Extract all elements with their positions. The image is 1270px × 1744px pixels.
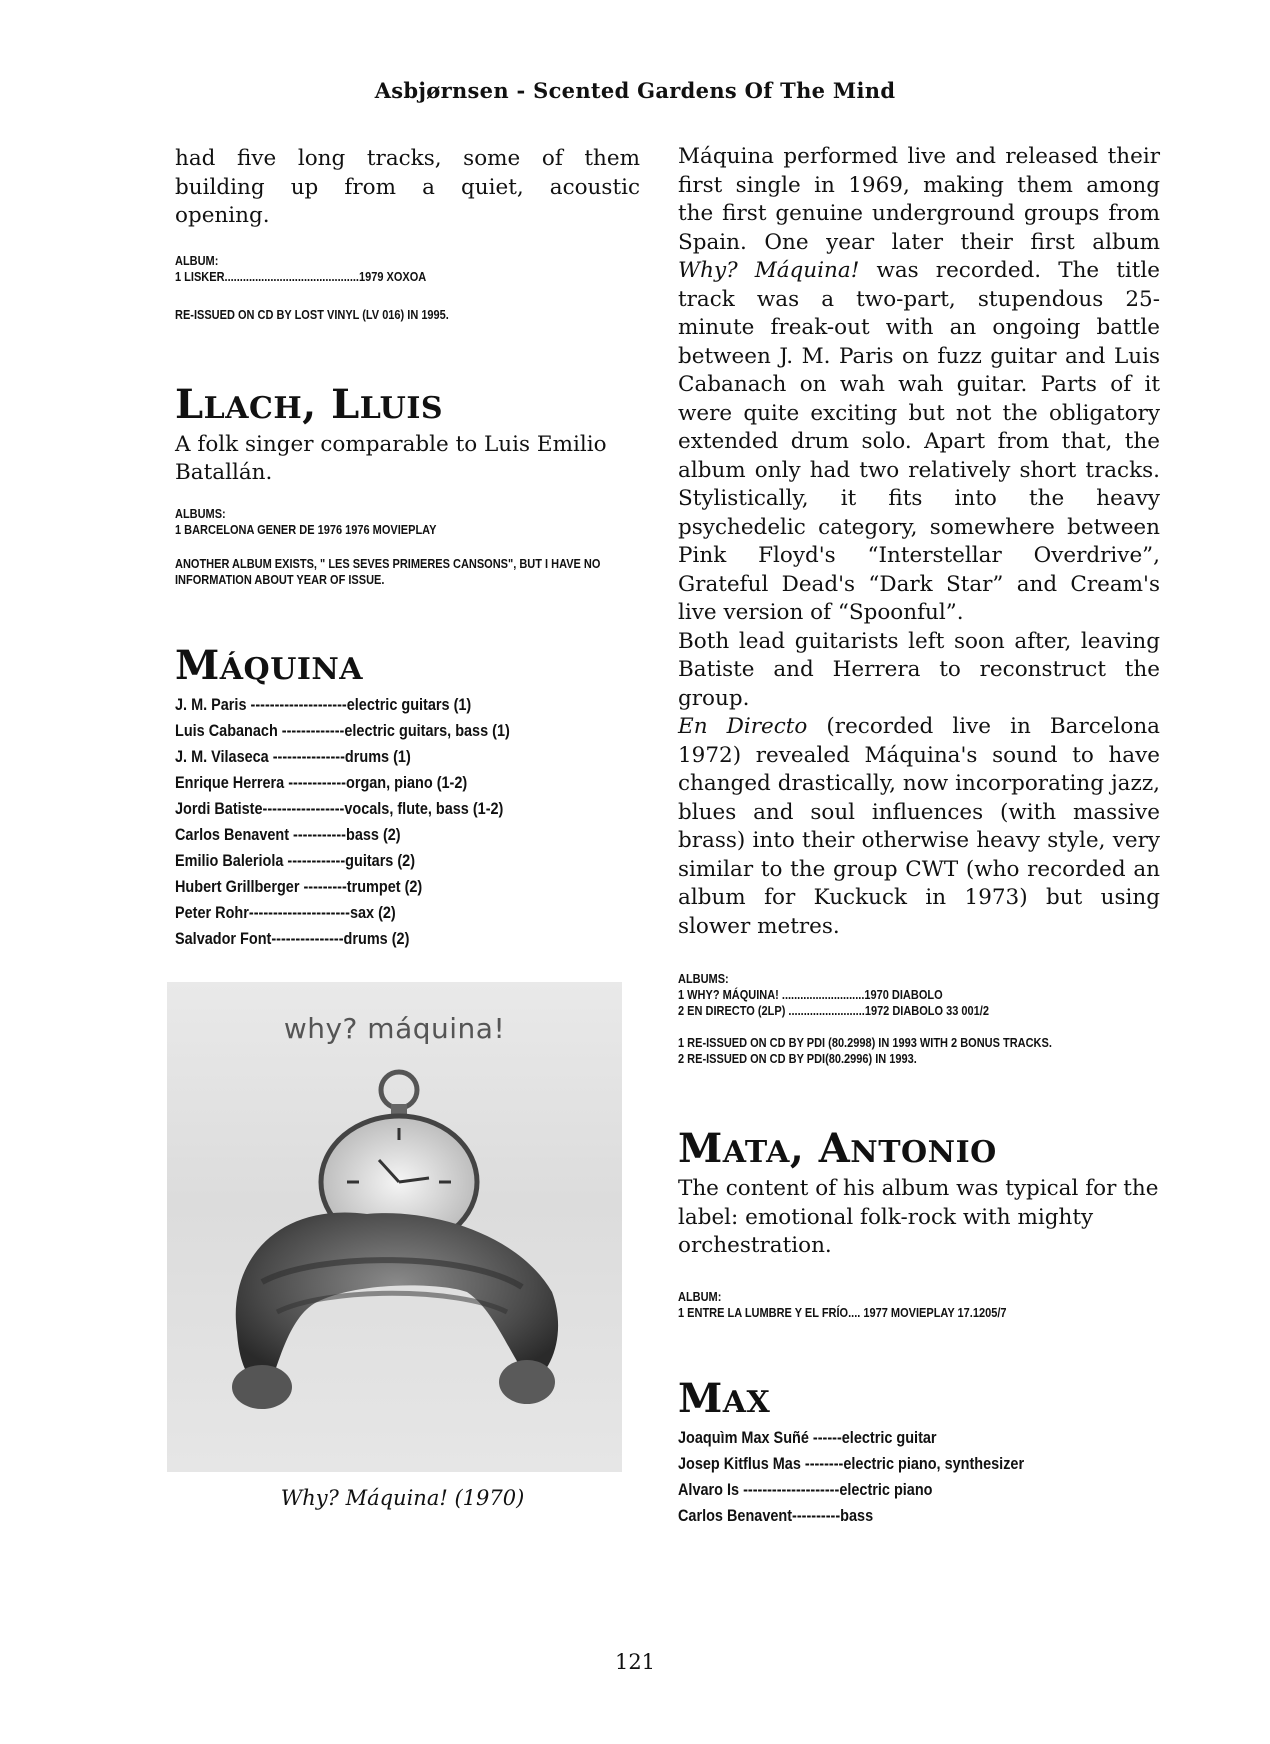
lineup-row: [175, 874, 641, 900]
maquina-paragraph-3: En Directo (recorded live in Barcelona 1972) revealed Máquina's sound to have changed drastically, now incorporating jazz, blues and soul influences (with massive brass) into their otherwise heavy style, very similar to the group CWT (who recorded an album for Kuckuck in 1973) but using slower metres.: [678, 714, 1161, 939]
album-cover-title: why? máquina!: [283, 1011, 506, 1045]
lineup-name: Alvaro Is: [678, 1479, 744, 1499]
lineup-name: Joaquìm Max Suñé: [678, 1427, 813, 1447]
mata-album-line: 1 ENTRE LA LUMBRE Y EL FRÍO.... 1977 MOVIEPLAY 17.1205/7: [678, 1305, 1007, 1320]
left-column: [175, 145, 640, 1510]
llach-description: A folk singer comparable to Luis Emilio Batallán.: [175, 431, 607, 485]
lineup-dashes: ------------: [288, 772, 346, 792]
photo-caption: Why? Máquina! (1970): [280, 1485, 525, 1510]
entry-heading-llach: LLACH, LLUIS: [175, 380, 444, 428]
lineup-row: [678, 1451, 1161, 1477]
lineup-row: [175, 718, 641, 744]
lineup-dashes: ---------------: [272, 746, 345, 766]
maquina-album-2: 2 EN DIRECTO (2LP) .........................1972 DIABOLO 33 001/2: [678, 1004, 989, 1018]
lineup-role: trumpet (2): [346, 876, 423, 896]
intro-album-line: 1 LISKER............................................1979 XOXOA: [175, 269, 427, 284]
lineup-dashes: ---------: [303, 876, 347, 896]
mata-description: The content of his album was typical for the label: emotional folk-rock with mighty orchestration.: [678, 1176, 1159, 1258]
intro-album-label: ALBUM:: [175, 253, 219, 268]
lineup-name: Carlos Benavent: [175, 824, 294, 844]
lineup-role: drums (1): [344, 746, 411, 766]
lineup-name: J. M. Paris: [175, 694, 251, 714]
lineup-role: guitars (2): [345, 850, 416, 870]
maquina-paragraph-1: Máquina performed live and released their first single in 1969, making them among the first genuine underground groups from Spain. One year later their first album Why? Máquina! was recorded. The title track was a two-part, stupendous 25-minute freak-out with an ongoing battle between J. M. Paris on fuzz guitar and Luis Cabanach on wah wah guitar. Parts of it were quite exciting but not the obligatory extended drum solo. Apart from that, the album only had two relatively short tracks. Stylistically, it fits into the heavy psychedelic category, somewhere between Pink Floyd's “Interstellar Overdrive”, Grateful Dead's “Dark Star” and Cream's live version of “Spoonful”.: [678, 144, 1160, 625]
lineup-dashes: ---------------------: [248, 902, 350, 922]
lineup-role: electric guitars, bass (1): [344, 720, 510, 740]
lineup-dashes: -----------------: [262, 798, 345, 818]
lineup-row: [175, 692, 641, 718]
mata-album-label: ALBUM:: [678, 1289, 722, 1304]
lineup-row: [175, 848, 641, 874]
maquina-album-1: 1 WHY? MÁQUINA! ...........................1970 DIABOLO: [678, 988, 943, 1002]
lineup-role: electric guitars (1): [346, 694, 472, 714]
lineup-name: Salvador Font: [175, 928, 272, 948]
lineup-dashes: -----------: [293, 824, 346, 844]
lineup-row: [175, 770, 641, 796]
lineup-role: electric piano, synthesizer: [843, 1453, 1025, 1473]
lineup-row: [678, 1503, 1161, 1529]
maquina-note-1: 1 RE-ISSUED ON CD BY PDI (80.2998) IN 1993 WITH 2 BONUS TRACKS.: [678, 1036, 1052, 1050]
lineup-name: Luis Cabanach: [175, 720, 282, 740]
lineup-role: bass (2): [345, 824, 401, 844]
lineup-name: Hubert Grillberger: [175, 876, 304, 896]
entry-heading-max: MAX: [678, 1374, 771, 1422]
lineup-row: [175, 900, 641, 926]
lineup-dashes: --------: [804, 1453, 844, 1473]
lineup-name: J. M. Vilaseca: [175, 746, 273, 766]
lineup-row: [175, 926, 641, 952]
lineup-dashes: ----------: [792, 1505, 841, 1525]
lineup-role: sax (2): [349, 902, 396, 922]
lineup-row: [175, 822, 641, 848]
lineup-dashes: --------------------: [250, 694, 347, 714]
entry-heading-maquina: MÁQUINA: [175, 641, 364, 689]
lineup-role: bass: [840, 1505, 874, 1525]
running-header: Asbjørnsen - Scented Gardens Of The Mind: [374, 78, 896, 103]
lineup-dashes: --------------------: [743, 1479, 840, 1499]
intro-paragraph: had five long tracks, some of them building up from a quiet, acoustic opening.: [175, 146, 640, 228]
lineup-row: [678, 1477, 1161, 1503]
lineup-role: vocals, flute, bass (1-2): [344, 798, 504, 818]
right-column: [678, 143, 1160, 1529]
llach-albums-label: ALBUMS:: [175, 506, 226, 521]
lineup-dashes: -------------: [281, 720, 345, 740]
lineup-dashes: ---------------: [271, 928, 344, 948]
max-lineup: [678, 1425, 1161, 1529]
maquina-paragraph-2: Both lead guitarists left soon after, leaving Batiste and Herrera to reconstruct the group.: [678, 628, 1160, 711]
lineup-role: organ, piano (1-2): [345, 772, 468, 792]
lineup-row: [678, 1425, 1161, 1451]
lineup-dashes: ------: [812, 1427, 842, 1447]
croissant-clock-illustration: [167, 982, 622, 1472]
lineup-role: drums (2): [343, 928, 410, 948]
maquina-lineup: [175, 692, 641, 952]
lineup-name: Jordi Batiste: [175, 798, 263, 818]
lineup-name: Emilio Baleriola: [175, 850, 288, 870]
lineup-name: Carlos Benavent: [678, 1505, 793, 1525]
maquina-albums-label: ALBUMS:: [678, 972, 729, 986]
lineup-name: Josep Kitflus Mas: [678, 1453, 805, 1473]
page-number: 121: [614, 1650, 656, 1674]
lineup-name: Peter Rohr: [175, 902, 249, 922]
maquina-note-2: 2 RE-ISSUED ON CD BY PDI(80.2996) IN 1993.: [678, 1052, 917, 1066]
lineup-role: electric guitar: [841, 1427, 937, 1447]
album-cover-photo: [167, 982, 622, 1472]
lineup-row: [175, 796, 641, 822]
llach-note: ANOTHER ALBUM EXISTS, " LES SEVES PRIMERES CANSONS", BUT I HAVE NO INFORMATION ABOUT YEAR OF ISSUE.: [175, 556, 601, 587]
intro-reissue-note: RE-ISSUED ON CD BY LOST VINYL (LV 016) IN 1995.: [175, 307, 449, 322]
lineup-row: [175, 744, 641, 770]
lineup-role: electric piano: [839, 1479, 933, 1499]
lineup-name: Enrique Herrera: [175, 772, 289, 792]
lineup-dashes: ------------: [287, 850, 346, 870]
entry-heading-mata: MATA, ANTONIO: [678, 1125, 997, 1172]
llach-album-line: 1 BARCELONA GENER DE 1976 1976 MOVIEPLAY: [175, 522, 437, 537]
